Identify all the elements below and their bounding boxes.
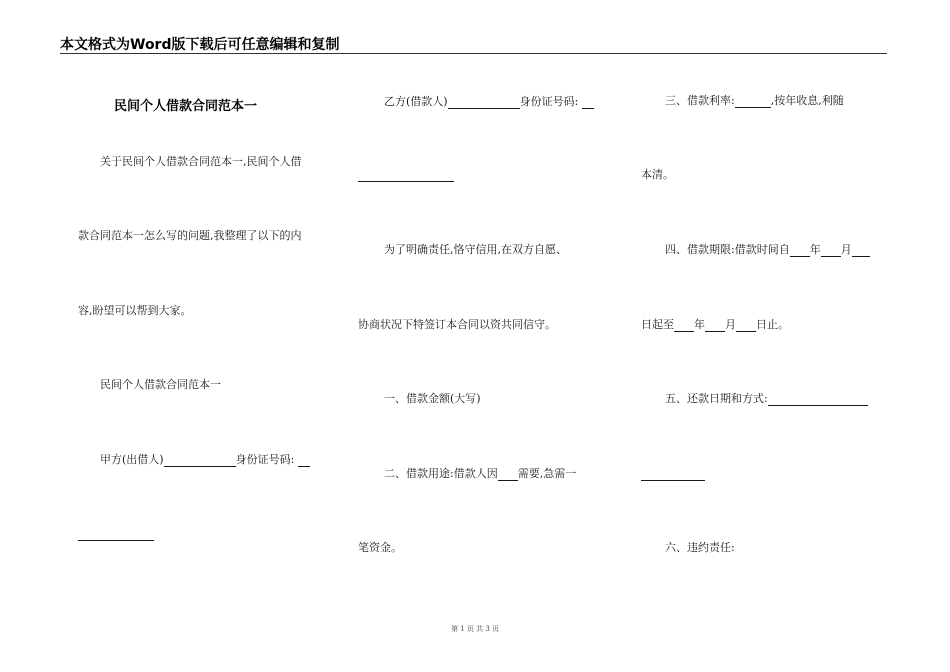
party-a-id-label: 身份证号码: — [235, 453, 295, 466]
intro-line-2: 款合同范本一怎么写的问题,我整理了以下的内 — [78, 229, 302, 242]
clause-5-text: 五、还款日期和方式: — [665, 392, 768, 405]
clause-2-continuation: 笔资金。 — [358, 541, 402, 554]
clause-6-liability: 六、违约责任: — [665, 541, 735, 554]
party-b-id-blank — [582, 97, 594, 109]
clause-3-rate — [665, 94, 844, 108]
clause-5-continuation — [641, 467, 705, 481]
clause-4-text-b: 日起至 — [641, 318, 674, 331]
clause-1-amount: 一、借款金额(大写) — [384, 392, 481, 405]
party-b-name-blank — [448, 97, 520, 109]
clause-4-end-year-blank — [674, 320, 694, 332]
party-b-label: 乙方(借款人) — [384, 95, 448, 108]
clause-3-rate-blank — [735, 96, 771, 108]
clause-5-method-blank — [768, 394, 868, 406]
clause-4-text-a: 四、借款期限:借款时间自 — [665, 243, 790, 256]
party-a-name-blank — [164, 455, 236, 467]
party-b-id-blank-2 — [358, 170, 454, 182]
clause-2-text-a: 二、借款用途:借款人因 — [384, 467, 498, 480]
clause-5-method-blank-2 — [641, 469, 705, 481]
clause-4-start-year-blank — [790, 245, 810, 257]
purpose-line-1: 为了明确责任,恪守信用,在双方自愿、 — [384, 243, 567, 256]
clause-4-year-label-2: 年 — [694, 318, 705, 331]
party-a-id-continuation — [78, 527, 154, 541]
party-a-label: 甲方(出借人) — [100, 453, 164, 466]
clause-3-text-a: 三、借款利率: — [665, 94, 735, 107]
clause-4-end-month-blank — [705, 320, 725, 332]
clause-4-start-day-blank — [852, 245, 870, 257]
clause-2-reason-blank — [498, 469, 518, 481]
clause-3-continuation: 本清。 — [641, 168, 674, 181]
party-b-id-label: 身份证号码: — [519, 95, 579, 108]
page-number: 第 1 页 共 3 页 — [450, 625, 500, 633]
clause-3-text-b: ,按年收息,利随 — [770, 94, 844, 107]
clause-5-repayment — [665, 392, 868, 406]
header-title: 本文格式为Word版下载后可任意编辑和复制 — [60, 37, 340, 53]
intro-line-1: 关于民间个人借款合同范本一,民间个人借 — [100, 155, 302, 168]
clause-4-year-label: 年 — [809, 243, 821, 256]
clause-4-text-c: 日止。 — [756, 318, 789, 331]
party-a-line — [100, 453, 310, 467]
clause-2-usage — [384, 467, 576, 481]
purpose-line-2: 协商状况下特签订本合同以资共同信守。 — [358, 318, 556, 331]
clause-4-month-label: 月 — [840, 243, 852, 256]
party-a-id-blank — [298, 455, 310, 467]
document-title: 民间个人借款合同范本一 — [114, 99, 258, 114]
clause-4-month-label-2: 月 — [725, 318, 736, 331]
party-b-id-continuation — [358, 168, 454, 182]
clause-4-term — [665, 243, 870, 257]
clause-4-continuation — [641, 318, 789, 332]
clause-4-end-day-blank — [736, 320, 756, 332]
clause-4-start-month-blank — [821, 245, 841, 257]
contract-subtitle: 民间个人借款合同范本一 — [100, 378, 221, 391]
clause-2-text-b: 需要,急需一 — [517, 467, 577, 480]
party-a-id-blank-2 — [78, 529, 154, 541]
intro-line-3: 容,盼望可以帮到大家。 — [78, 304, 192, 317]
party-b-line — [384, 95, 594, 109]
header-divider — [60, 53, 887, 54]
